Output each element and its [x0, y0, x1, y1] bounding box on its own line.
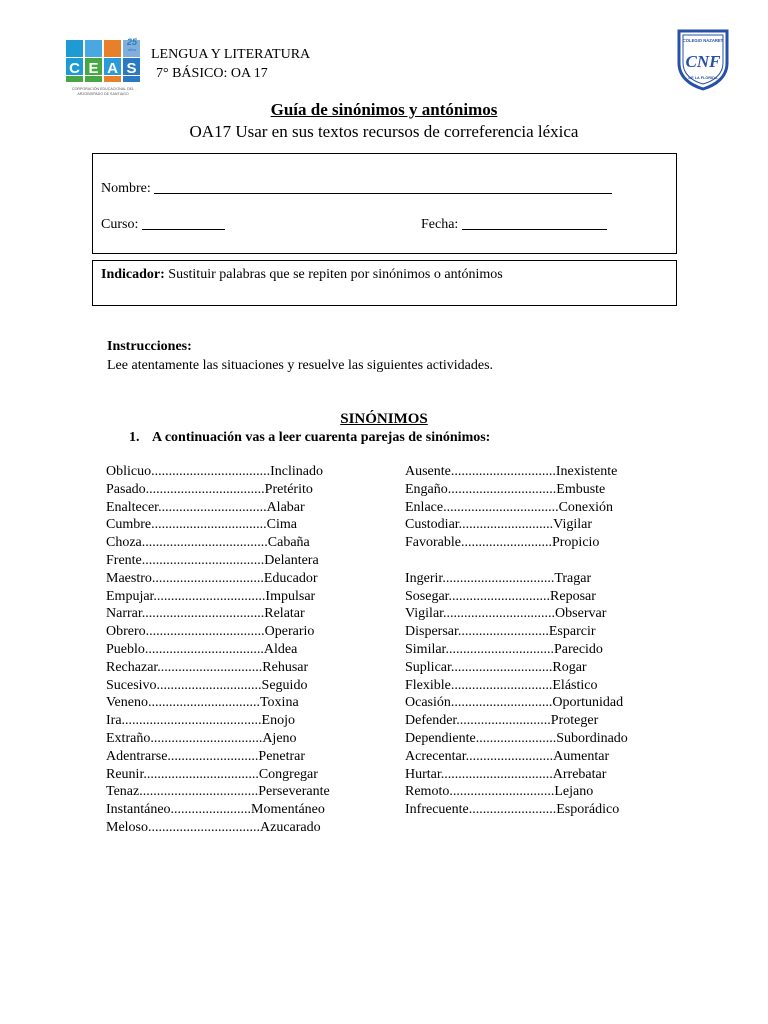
- ceas-letter-s: S: [126, 60, 137, 77]
- list-item: Tenaz..................................Perseverante: [106, 784, 330, 800]
- list-item: Suplicar.............................Rogar: [405, 659, 587, 675]
- list-item: Choza....................................Cabaña: [106, 535, 310, 551]
- list-item: Pueblo..................................Aldea: [106, 641, 298, 657]
- list-item: Enaltecer...............................Alabar: [106, 499, 305, 515]
- list-item: Veneno................................Toxina: [106, 695, 299, 711]
- date-label: Fecha:: [421, 217, 459, 232]
- list-item: Narrar...................................Relatar: [106, 606, 305, 622]
- list-item: Ocasión.............................Oportunidad: [405, 695, 624, 711]
- list-item: Extraño................................Ajeno: [106, 730, 297, 746]
- list-item: Instantáneo.......................Momentáneo: [106, 802, 325, 818]
- ceas-caption-1: CORPORACIÓN EDUCACIONAL DEL: [72, 87, 134, 91]
- grade-label: 7° BÁSICO: OA 17: [156, 66, 268, 81]
- name-field: [101, 180, 612, 198]
- item-number: 1.: [129, 430, 140, 445]
- course-blank-line[interactable]: [142, 217, 225, 230]
- date-blank-line[interactable]: [462, 217, 607, 230]
- indicator-label: Indicador:: [101, 267, 165, 282]
- list-item: Hurtar................................Arrebatar: [405, 766, 607, 782]
- synonym-list-left: [106, 463, 330, 837]
- list-item: Infrecuente.........................Esporádico: [405, 802, 620, 818]
- school-crest-logo: [676, 27, 730, 91]
- list-item: Enlace.................................Conexión: [405, 499, 614, 515]
- ceas-letter-c: C: [69, 60, 80, 77]
- list-item: Sosegar.............................Reposar: [405, 588, 596, 604]
- course-label: Curso:: [101, 217, 139, 232]
- list-item: Ingerir................................Tragar: [405, 570, 592, 586]
- indicator-box: [92, 260, 677, 306]
- indicator-line: [101, 266, 503, 284]
- list-item: Adentrarse..........................Penetrar: [106, 748, 306, 764]
- list-item: Dependiente.......................Subordinado: [405, 730, 628, 746]
- list-item: Obrero..................................Operario: [106, 624, 315, 640]
- ceas-letter-e: E: [88, 60, 99, 77]
- list-item: Favorable..........................Propicio: [405, 535, 600, 551]
- list-item: Defender...........................Proteger: [405, 713, 599, 729]
- list-item: Ausente..............................Inexistente: [405, 464, 618, 479]
- worksheet-title: Guía de sinónimos y antónimos: [270, 100, 498, 119]
- crest-monogram: CNF: [685, 52, 721, 71]
- list-item: Sucesivo..............................Seguido: [106, 677, 308, 693]
- instructions-title: Instrucciones:: [107, 339, 192, 354]
- synonym-list-right: [405, 463, 628, 819]
- list-item: Dispersar..........................Esparcir: [405, 624, 596, 640]
- ceas-badge-caption: años: [127, 47, 137, 52]
- name-label: Nombre:: [101, 181, 151, 196]
- list-item: Maestro................................Educador: [106, 570, 318, 586]
- list-item: Oblicuo..................................Inclinado: [106, 464, 323, 479]
- list-item: Engaño...............................Embuste: [405, 481, 606, 497]
- crest-bottom-text: DE LA FLORIDA: [688, 76, 718, 80]
- list-item: Custodiar...........................Vigilar: [405, 517, 592, 533]
- list-item: Pasado..................................Pretérito: [106, 481, 313, 497]
- list-item: Similar...............................Parecido: [405, 641, 603, 657]
- list-item: Cumbre.................................Cima: [106, 517, 297, 533]
- list-item: Meloso................................Azucarado: [106, 819, 321, 835]
- ceas-logo: [66, 36, 146, 104]
- list-item: Rechazar..............................Rehusar: [106, 659, 309, 675]
- ceas-caption-2: ARZOBISPADO DE SANTIAGO: [77, 92, 129, 96]
- ceas-letter-a: A: [107, 60, 118, 77]
- list-item: Empujar................................Impulsar: [106, 588, 316, 604]
- list-item: Ira........................................Enojo: [106, 713, 295, 729]
- student-info-box: [92, 153, 677, 254]
- indicator-text: Sustituir palabras que se repiten por sinónimos o antónimos: [164, 267, 503, 282]
- crest-top-text: COLEGIO NAZARET: [682, 38, 724, 43]
- list-item: Remoto..............................Lejano: [405, 784, 594, 800]
- list-item: Acrecentar.........................Aumentar: [405, 748, 610, 764]
- name-blank-line[interactable]: [154, 181, 612, 194]
- list-item: Flexible.............................Elástico: [405, 677, 598, 693]
- list-item: Reunir.................................Congregar: [106, 766, 318, 782]
- course-field: [101, 216, 225, 234]
- subject-label: LENGUA Y LITERATURA: [151, 47, 311, 62]
- section-title: SINÓNIMOS: [340, 411, 428, 427]
- item-text: A continuación vas a leer cuarenta parejas de sinónimos:: [152, 430, 491, 445]
- list-item: Vigilar................................Observar: [405, 606, 607, 622]
- worksheet-objective: OA17 Usar en sus textos recursos de correferencia léxica: [189, 122, 579, 141]
- ceas-badge: 25: [126, 37, 138, 47]
- list-spacer: [405, 552, 628, 570]
- section-item: [129, 429, 490, 447]
- date-field: [421, 216, 607, 234]
- instructions-text: Lee atentamente las situaciones y resuelve las siguientes actividades.: [107, 358, 494, 373]
- list-item: Frente...................................Delantera: [106, 552, 319, 568]
